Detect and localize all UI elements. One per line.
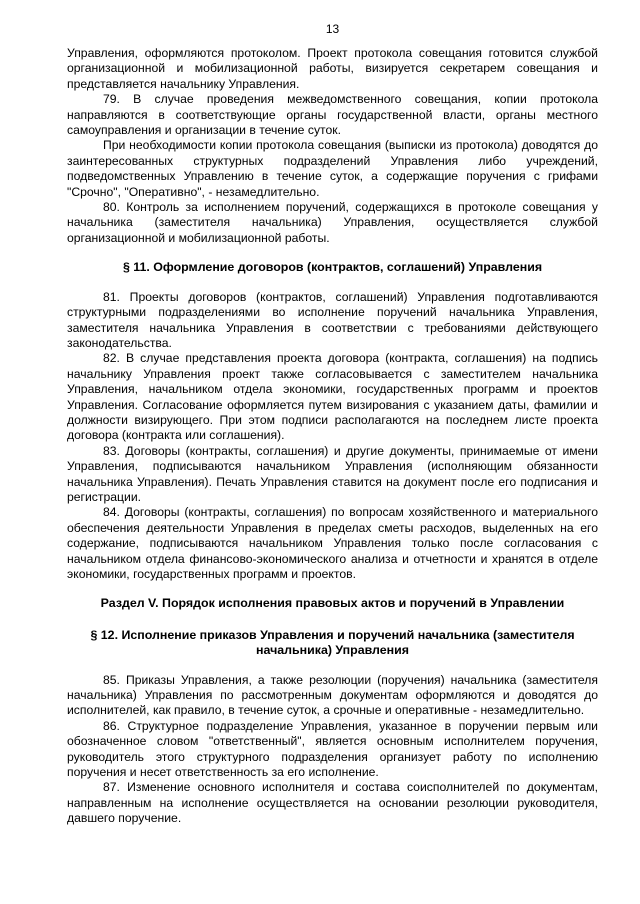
paragraph: Управления, оформляются протоколом. Проект протокола совещания готовится службой организационной и мобилизационной работы, визируется секретарем совещания и представляется начальнику Управления.: [67, 46, 598, 91]
section-12-heading-line2: начальника) Управления: [256, 643, 409, 658]
document-page: [67, 0, 598, 904]
paragraph: При необходимости копии протокола совещания (выписки из протокола) доводятся до заинтересованных структурных подразделений Управления либо учреждений, подведомственных Управлению в течение суток, а содержащие поручения с грифами "Срочно", "Оперативно", - незамедлительно.: [67, 138, 598, 199]
paragraph-83: 83. Договоры (контракты, соглашения) и другие документы, принимаемые от имени Управления, подписываются начальником Управления (исполняющим обязанности начальника Управления). Печать Управления ставится на документ после его подписания и регистрации.: [67, 443, 598, 504]
paragraph-82: 82. В случае представления проекта договора (контракта, соглашения) на подпись начальнику Управления проект также согласовывается с заместителем начальника Управления, начальником отдела экономики, государственных программ и проектов Управления. Согласование оформляется путем визирования с указанием даты, фамилии и должности визирующего. При этом подписи располагаются на последнем листе проекта договора (контракта или соглашения).: [67, 351, 598, 443]
paragraph-79: 79. В случае проведения межведомственного совещания, копии протокола направляются в соответствующие органы государственной власти, органы местного самоуправления и организации в течение суток.: [67, 92, 598, 138]
paragraph-87: 87. Изменение основного исполнителя и состава соисполнителей по документам, направленным на исполнение осуществляется на основании резолюции руководителя, давшего поручение.: [67, 780, 598, 826]
section-12-heading-line1: § 12. Исполнение приказов Управления и поручений начальника (заместителя: [90, 627, 575, 642]
paragraph-84: 84. Договоры (контракты, соглашения) по вопросам хозяйственного и материального обеспечения деятельности Управления в пределах сметы расходов, выделенных на его содержание, подписываются начальником Управления только после согласования с начальником отдела финансово-экономического анализа и отчетности и хранятся в отделе экономики, государственных программ и проектов.: [67, 505, 598, 581]
document-body: [67, 46, 598, 827]
part-5-heading: Раздел V. Порядок исполнения правовых актов и поручений в Управлении: [100, 596, 565, 611]
paragraph-85: 85. Приказы Управления, а также резолюции (поручения) начальника (заместителя начальника) Управления по рассмотренным документам оформляются и доводятся до исполнителей, как правило, в течение суток, а срочные и оперативные - незамедлительно.: [67, 672, 598, 718]
paragraph-86: 86. Структурное подразделение Управления, указанное в поручении первым или обозначенное словом "ответственный", является основным исполнителем поручения, руководитель этого структурного подразделения организует работу по исполнению поручения и несет ответственность за его исполнение.: [67, 718, 598, 780]
paragraph-81: 81. Проекты договоров (контрактов, соглашений) Управления подготавливаются структурными подразделениями во исполнение поручений начальника Управления, заместителя начальника Управления в соответствии с требованиями действующего законодательства.: [67, 289, 598, 350]
page-number: 13: [325, 22, 340, 36]
paragraph-80: 80. Контроль за исполнением поручений, содержащихся в протоколе совещания у начальника (заместителя начальника) Управления, осуществляется службой организационной и мобилизационной работы.: [67, 200, 598, 245]
section-11-heading: § 11. Оформление договоров (контрактов, соглашений) Управления: [122, 260, 543, 275]
